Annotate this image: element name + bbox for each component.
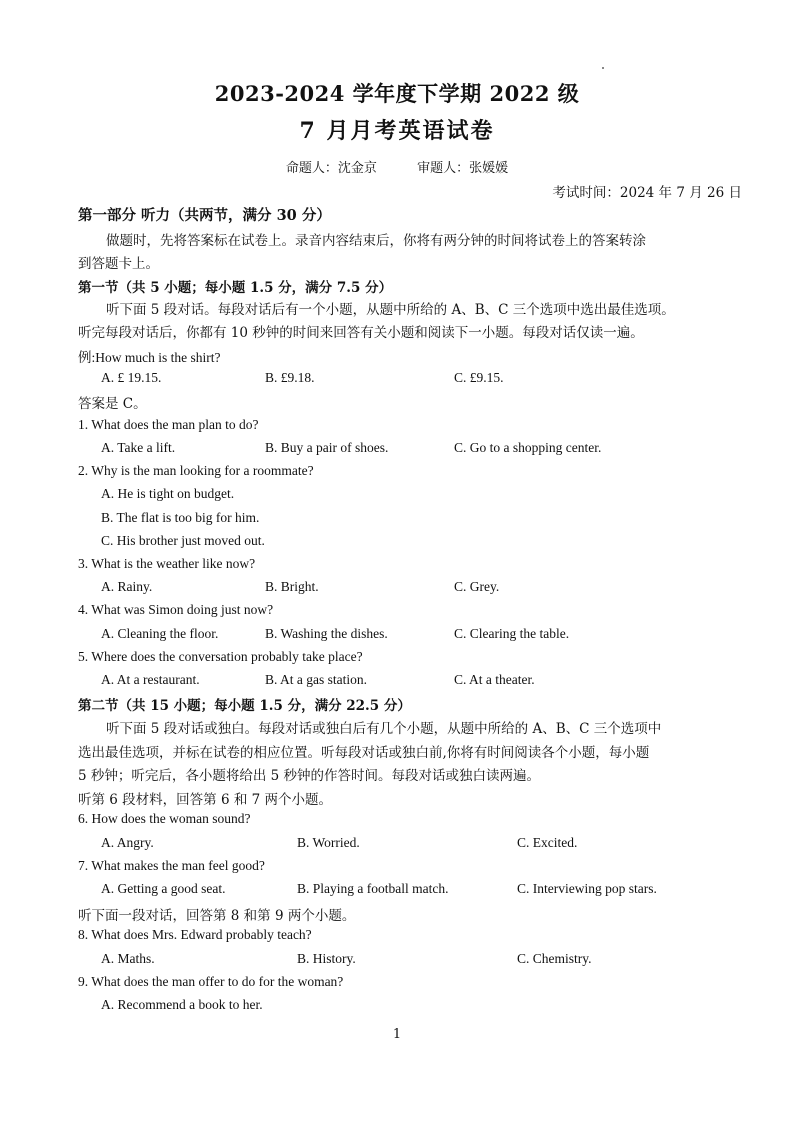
example-option-c: C. £9.15. — [454, 370, 504, 385]
material-6-note: 听第 6 段材料，回答第 6 和 7 两个小题。 — [78, 792, 333, 808]
q8-option-c: C. Chemistry. — [517, 951, 592, 966]
question-8: 8. What does Mrs. Edward probably teach? — [78, 927, 312, 942]
exam-time: 考试时间：2024 年 7 月 26 日 — [552, 185, 742, 201]
section2-instruction-1: 听下面 5 段对话或独白。每段对话或独白后有几个小题，从题中所给的 A、B、C 三个选项中 — [106, 721, 662, 737]
q2-option-a: A. He is tight on budget. — [101, 486, 235, 501]
author: 命题人：沈金京 — [285, 161, 377, 176]
q3-option-a: A. Rainy. — [101, 579, 153, 594]
question-7: 7. What makes the man feel good? — [78, 858, 265, 873]
exam-title: 2023-2024 学年度下学期 2022 级 — [214, 81, 580, 106]
reviewer: 审题人：张媛媛 — [417, 161, 509, 176]
section2-instruction-3: 5 秒钟；听完后，各小题将给出 5 秒钟的作答时间。每段对话或独白读两遍。 — [78, 768, 541, 784]
part1-instruction-2: 到答题卡上。 — [78, 256, 159, 272]
q5-option-b: B. At a gas station. — [265, 672, 367, 687]
example-option-a: A. £ 19.15. — [101, 370, 162, 385]
question-3: 3. What is the weather like now? — [78, 556, 256, 571]
example-answer: 答案是 C。 — [78, 396, 147, 412]
q7-option-c: C. Interviewing pop stars. — [517, 881, 657, 896]
part1-heading: 第一部分 听力（共两节，满分 30 分） — [78, 207, 331, 224]
q5-option-c: C. At a theater. — [454, 672, 535, 687]
q6-option-c: C. Excited. — [517, 835, 578, 850]
q4-option-c: C. Clearing the table. — [454, 626, 570, 641]
question-5: 5. Where does the conversation probably take place? — [78, 649, 363, 664]
example-question: 例:How much is the shirt? — [78, 350, 221, 365]
q1-option-c: C. Go to a shopping center. — [454, 440, 602, 455]
q5-option-a: A. At a restaurant. — [101, 672, 200, 687]
q4-option-b: B. Washing the dishes. — [265, 626, 388, 641]
question-4: 4. What was Simon doing just now? — [78, 602, 274, 617]
question-9: 9. What does the man offer to do for the woman? — [78, 974, 344, 989]
question-1: 1. What does the man plan to do? — [78, 417, 259, 432]
material-7-note: 听下面一段对话，回答第 8 和第 9 两个小题。 — [78, 908, 356, 924]
scan-speck — [602, 67, 604, 69]
authors-line — [0, 157, 794, 176]
section2-heading: 第二节（共 15 小题；每小题 1.5 分，满分 22.5 分） — [78, 698, 411, 714]
q1-option-b: B. Buy a pair of shoes. — [265, 440, 389, 455]
q4-option-a: A. Cleaning the floor. — [101, 626, 219, 641]
q6-option-b: B. Worried. — [297, 835, 360, 850]
q6-option-a: A. Angry. — [101, 835, 154, 850]
q3-option-b: B. Bright. — [265, 579, 319, 594]
question-6: 6. How does the woman sound? — [78, 811, 251, 826]
section2-instruction-2: 选出最佳选项，并标在试卷的相应位置。听每段对话或独白前,你将有时间阅读各个小题，每小题 — [78, 745, 650, 761]
section1-heading: 第一节（共 5 小题；每小题 1.5 分，满分 7.5 分） — [78, 280, 393, 296]
example-option-b: B. £9.18. — [265, 370, 315, 385]
section1-instruction-1: 听下面 5 段对话。每段对话后有一个小题，从题中所给的 A、B、C 三个选项中选出最佳选项。 — [106, 302, 675, 318]
q8-option-a: A. Maths. — [101, 951, 155, 966]
q2-option-c: C. His brother just moved out. — [101, 533, 265, 548]
q8-option-b: B. History. — [297, 951, 356, 966]
q2-option-b: B. The flat is too big for him. — [101, 510, 260, 525]
q1-option-a: A. Take a lift. — [101, 440, 176, 455]
q7-option-b: B. Playing a football match. — [297, 881, 449, 896]
page-number: 1 — [392, 1027, 402, 1042]
part1-instruction-1: 做题时，先将答案标在试卷上。录音内容结束后，你将有两分钟的时间将试卷上的答案转涂 — [106, 233, 646, 249]
q9-option-a: A. Recommend a book to her. — [101, 997, 263, 1012]
question-2: 2. Why is the man looking for a roommate? — [78, 463, 314, 478]
q7-option-a: A. Getting a good seat. — [101, 881, 226, 896]
exam-subtitle: 7 月月考英语试卷 — [299, 118, 495, 144]
section1-instruction-2: 听完每段对话后，你都有 10 秒钟的时间来回答有关小题和阅读下一小题。每段对话仅读一遍。 — [78, 325, 644, 341]
q3-option-c: C. Grey. — [454, 579, 500, 594]
